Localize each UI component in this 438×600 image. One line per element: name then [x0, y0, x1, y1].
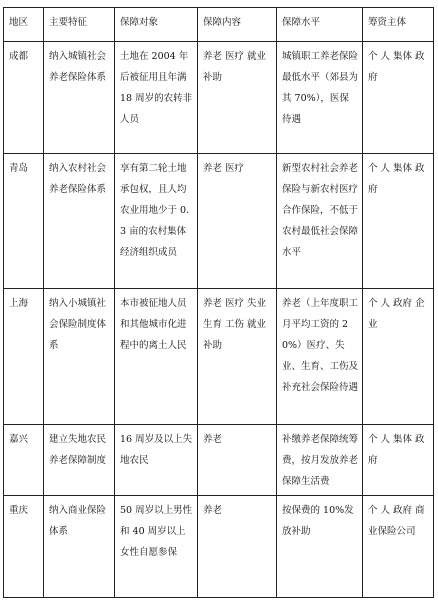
cell-feature: 纳入城镇社会养老保险体系 — [44, 42, 115, 154]
cell-funding: 个 人 政府 企业 — [363, 289, 434, 425]
cell-level: 新型农村社会养老保险与新农村医疗合作保险，不低于农村最低社会保障水平 — [277, 154, 363, 289]
header-level: 保障水平 — [277, 8, 363, 42]
cell-target: 本市被征地人员和其他城市化进程中的离土人民 — [115, 289, 198, 425]
cell-content: 养老 — [198, 496, 277, 598]
land-loss-insurance-table — [3, 7, 434, 598]
table-row — [4, 496, 434, 598]
cell-feature: 建立失地农民养老保障制度 — [44, 425, 115, 496]
cell-level: 城镇职工养老保险最低水平（郊县为其 70%），医保待遇 — [277, 42, 363, 154]
table-header-row — [4, 8, 434, 42]
cell-region: 嘉兴 — [4, 425, 44, 496]
header-content: 保障内容 — [198, 8, 277, 42]
header-funding: 筹资主体 — [363, 8, 434, 42]
cell-feature: 纳入小城镇社会保险制度体系 — [44, 289, 115, 425]
cell-content: 养老 医疗 失业 生育 工伤 就业补助 — [198, 289, 277, 425]
table-row — [4, 425, 434, 496]
cell-content: 养老 — [198, 425, 277, 496]
cell-level: 补缴养老保障统筹费，按月发放养老保障生活费 — [277, 425, 363, 496]
header-target: 保障对象 — [115, 8, 198, 42]
cell-content: 养老 医疗 就业补助 — [198, 42, 277, 154]
cell-target: 16 周岁及以上失地农民 — [115, 425, 198, 496]
table-row — [4, 42, 434, 154]
cell-region: 上海 — [4, 289, 44, 425]
cell-region: 青岛 — [4, 154, 44, 289]
cell-target: 50 周岁以上男性和 40 周岁以上女性自愿参保 — [115, 496, 198, 598]
cell-level: 养老（上年度职工月平均工资的 20%）医疗、失业、生育、工伤及补充社会保险待遇 — [277, 289, 363, 425]
cell-funding: 个 人 集体 政府 — [363, 42, 434, 154]
cell-region: 重庆 — [4, 496, 44, 598]
cell-funding: 个 人 政府 商业保险公司 — [363, 496, 434, 598]
cell-content: 养老 医疗 — [198, 154, 277, 289]
table-row — [4, 289, 434, 425]
cell-target: 土地在 2004 年后被征用且年满 18 周岁的农转非人员 — [115, 42, 198, 154]
cell-feature: 纳入农村社会养老保险体系 — [44, 154, 115, 289]
header-region: 地区 — [4, 8, 44, 42]
cell-funding: 个 人 集体 政府 — [363, 154, 434, 289]
cell-feature: 纳入商业保险体系 — [44, 496, 115, 598]
cell-level: 按保费的 10%发放补助 — [277, 496, 363, 598]
header-feature: 主要特征 — [44, 8, 115, 42]
table-row — [4, 154, 434, 289]
cell-funding: 个 人 集体 政府 — [363, 425, 434, 496]
cell-target: 享有第二轮土地承包权，且人均农业用地少于 0.3 亩的农村集体经济组织成员 — [115, 154, 198, 289]
cell-region: 成都 — [4, 42, 44, 154]
